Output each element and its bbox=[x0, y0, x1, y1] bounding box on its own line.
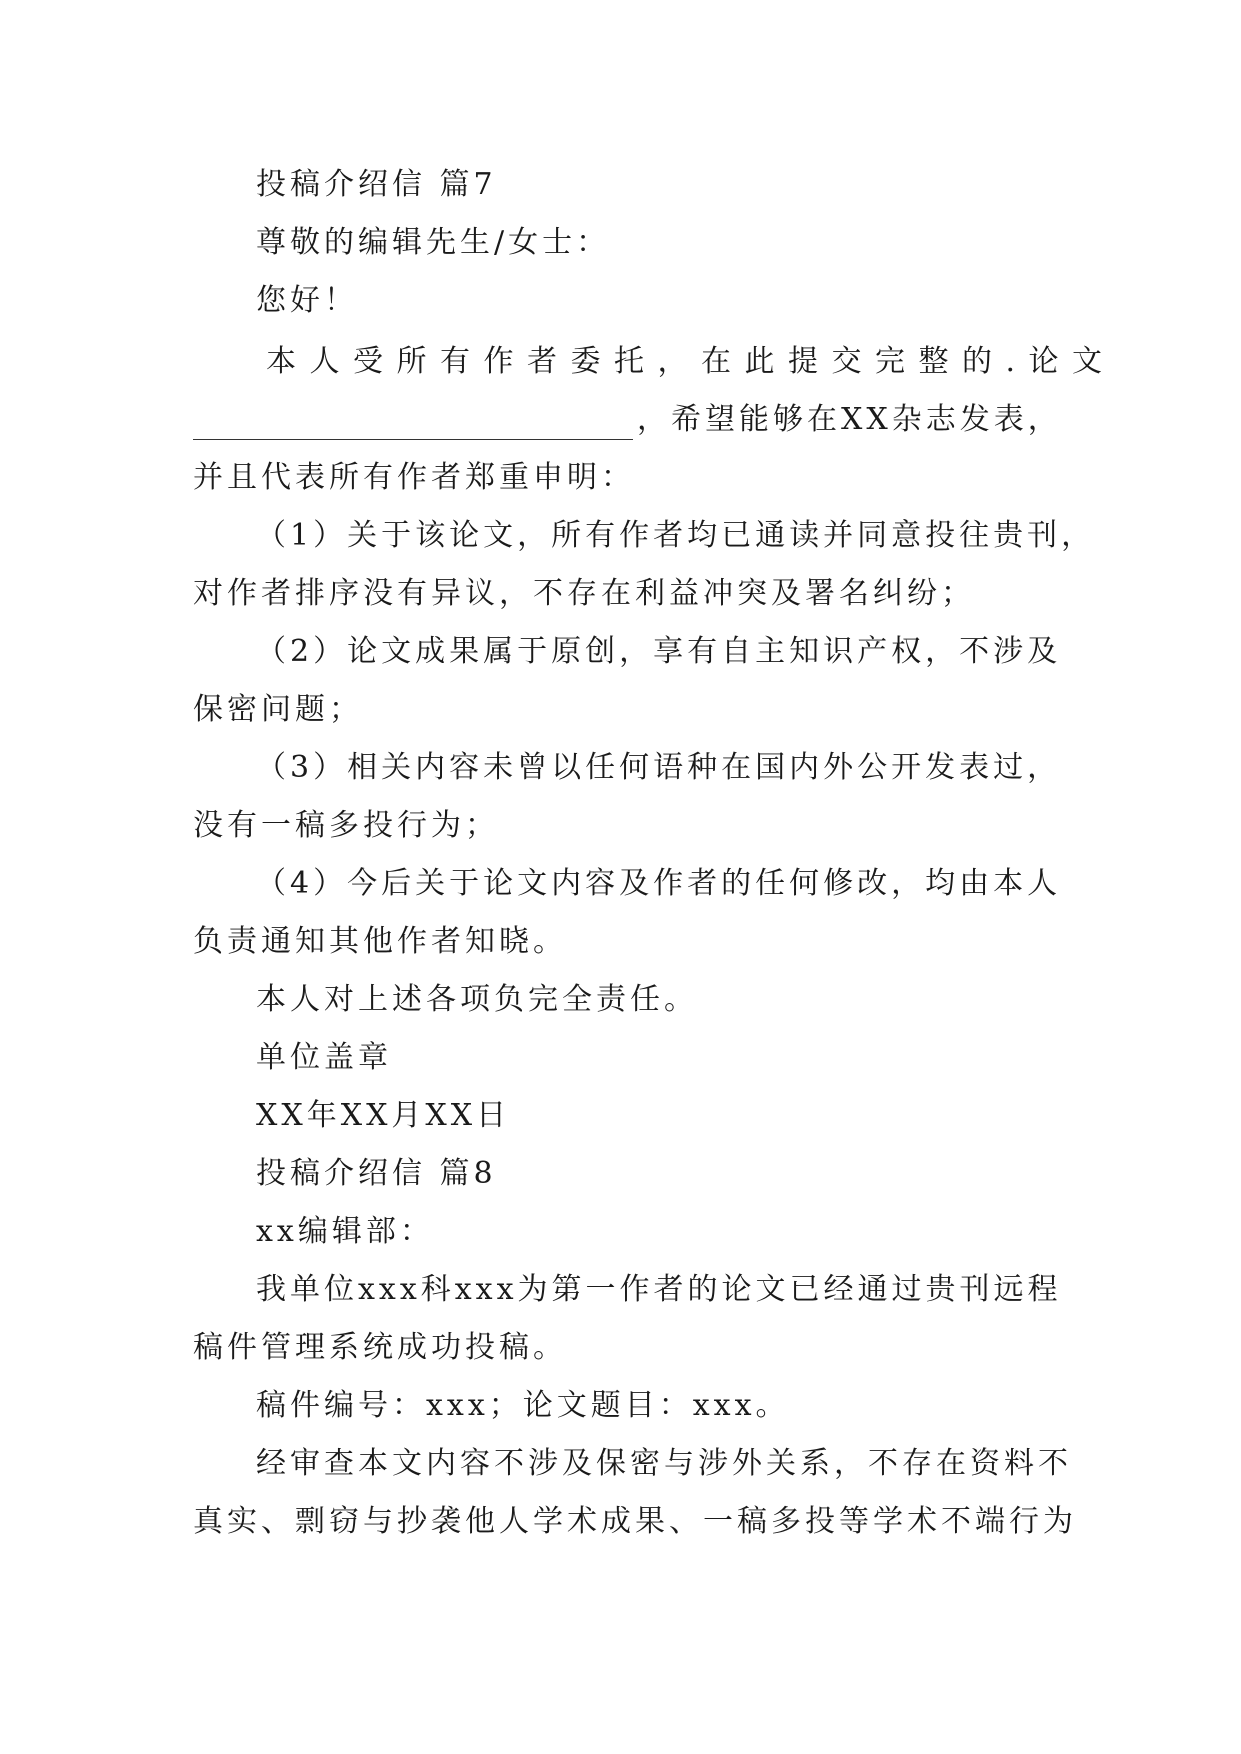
letter8-review-line2: 真实、剽窃与抄袭他人学术成果、一稿多投等学术不端行为 bbox=[193, 1504, 1077, 1539]
letter7-item2-line1: （2）论文成果属于原创，享有自主知识产权，不涉及 bbox=[256, 634, 1062, 669]
letter7-intro-line3: 并且代表所有作者郑重申明： bbox=[193, 460, 635, 495]
letter7-responsibility: 本人对上述各项负完全责任。 bbox=[256, 982, 698, 1017]
letter8-heading: 投稿介绍信 篇8 bbox=[256, 1156, 497, 1191]
letter7-salutation: 尊敬的编辑先生/女士： bbox=[256, 225, 611, 260]
letter7-item4-line1: （4）今后关于论文内容及作者的任何修改，均由本人 bbox=[256, 866, 1062, 901]
letter7-item4-line2: 负责通知其他作者知晓。 bbox=[193, 924, 567, 959]
letter7-intro-line1: 本人受所有作者委托，在此提交完整的.论文 bbox=[266, 344, 1116, 379]
letter8-body-line2: 稿件管理系统成功投稿。 bbox=[193, 1330, 567, 1365]
letter7-item3-line1: （3）相关内容未曾以任何语种在国内外公开发表过， bbox=[256, 750, 1062, 785]
letter7-greeting: 您好！ bbox=[256, 283, 358, 318]
letter8-salutation: xx编辑部： bbox=[256, 1214, 434, 1249]
letter7-item2-line2: 保密问题； bbox=[193, 692, 363, 727]
letter7-intro-line2 bbox=[193, 400, 1062, 440]
letter7-item3-line2: 没有一稿多投行为； bbox=[193, 808, 499, 843]
letter7-item1-line2: 对作者排序没有异议，不存在利益冲突及署名纠纷； bbox=[193, 576, 975, 611]
letter7-intro-line2-text: ，希望能够在XX杂志发表， bbox=[637, 402, 1062, 437]
title-blank bbox=[193, 409, 633, 440]
letter7-heading: 投稿介绍信 篇7 bbox=[256, 167, 497, 202]
letter8-review-line1: 经审查本文内容不涉及保密与涉外关系，不存在资料不 bbox=[256, 1446, 1072, 1481]
letter8-body-line1: 我单位xxx科xxx为第一作者的论文已经通过贵刊远程 bbox=[256, 1272, 1062, 1307]
letter7-date: XX年XX月XX日 bbox=[256, 1098, 511, 1133]
letter7-item1-line1: （1）关于该论文，所有作者均已通读并同意投往贵刊， bbox=[256, 518, 1096, 553]
letter8-manuscript-info: 稿件编号：xxx；论文题目：xxx。 bbox=[256, 1388, 790, 1423]
letter7-seal: 单位盖章 bbox=[256, 1040, 392, 1075]
